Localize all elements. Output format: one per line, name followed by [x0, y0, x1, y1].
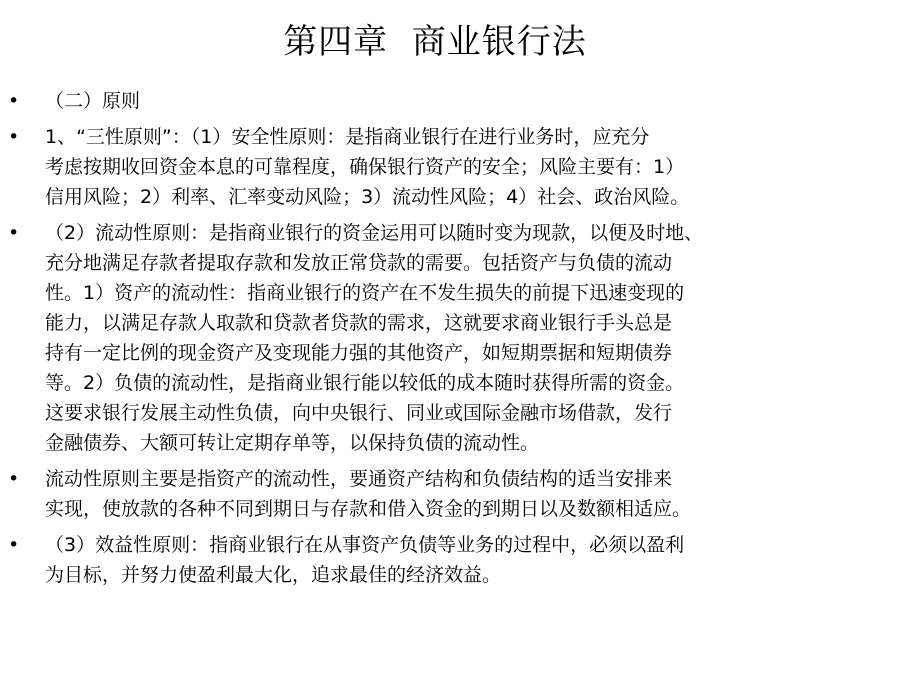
bullet-line: （2）流动性原则：是指商业银行的资金运用可以随时变为现款，以便及时地、 — [45, 222, 704, 244]
bullet-list — [8, 86, 888, 596]
bullet-line: （二）原则 — [45, 90, 141, 112]
bullet-line: 性。1）资产的流动性：指商业银行的资产在不发生损失的前提下迅速变现的 — [45, 282, 685, 304]
bullet-line: 能力，以满足存款人取款和贷款者贷款的需求，这就要求商业银行手头总是 — [45, 312, 673, 334]
bullet-line: 1、“三性原则”：（1）安全性原则：是指商业银行在进行业务时，应充分 — [45, 126, 650, 148]
bullet-line: 流动性原则主要是指资产的流动性，要通资产结构和负债结构的适当安排来 — [45, 468, 673, 490]
bullet-line: 为目标，并努力使盈利最大化，追求最佳的经济效益。 — [45, 564, 502, 586]
bullet-line: 金融债券、大额可转让定期存单等，以保持负债的流动性。 — [45, 432, 540, 454]
bullet-item-principles-heading — [8, 86, 888, 116]
bullet-line: 持有一定比例的现金资产及变现能力强的其他资产，如短期票据和短期债券 — [45, 342, 673, 364]
bullet-line: 这要求银行发展主动性负债，向中央银行、同业或国际金融市场借款，发行 — [45, 402, 673, 424]
bullet-dot-icon: • — [8, 90, 20, 112]
bullet-line: 充分地满足存款者提取存款和发放正常贷款的需要。包括资产与负债的流动 — [45, 252, 673, 274]
bullet-line: 信用风险；2）利率、汇率变动风险；3）流动性风险；4）社会、政治风险。 — [45, 186, 690, 208]
bullet-dot-icon: • — [8, 222, 20, 244]
bullet-line: 考虑按期收回资金本息的可靠程度，确保银行资产的安全；风险主要有：1） — [45, 156, 685, 178]
bullet-dot-icon: • — [8, 126, 20, 148]
bullet-item-liquidity-principle — [8, 218, 888, 458]
bullet-item-profitability-principle — [8, 530, 888, 590]
bullet-line: （3）效益性原则：指商业银行在从事资产负债等业务的过程中，必须以盈利 — [45, 534, 685, 556]
bullet-item-liquidity-summary — [8, 464, 888, 524]
bullet-line: 等。2）负债的流动性，是指商业银行能以较低的成本随时获得所需的资金。 — [45, 372, 685, 394]
bullet-dot-icon: • — [8, 468, 20, 490]
bullet-item-safety-principle — [8, 122, 888, 212]
bullet-line: 实现，使放款的各种不同到期日与存款和借入资金的到期日以及数额相适应。 — [45, 498, 692, 520]
bullet-dot-icon: • — [8, 534, 20, 556]
slide-title: 第四章 商业银行法 — [283, 22, 587, 62]
